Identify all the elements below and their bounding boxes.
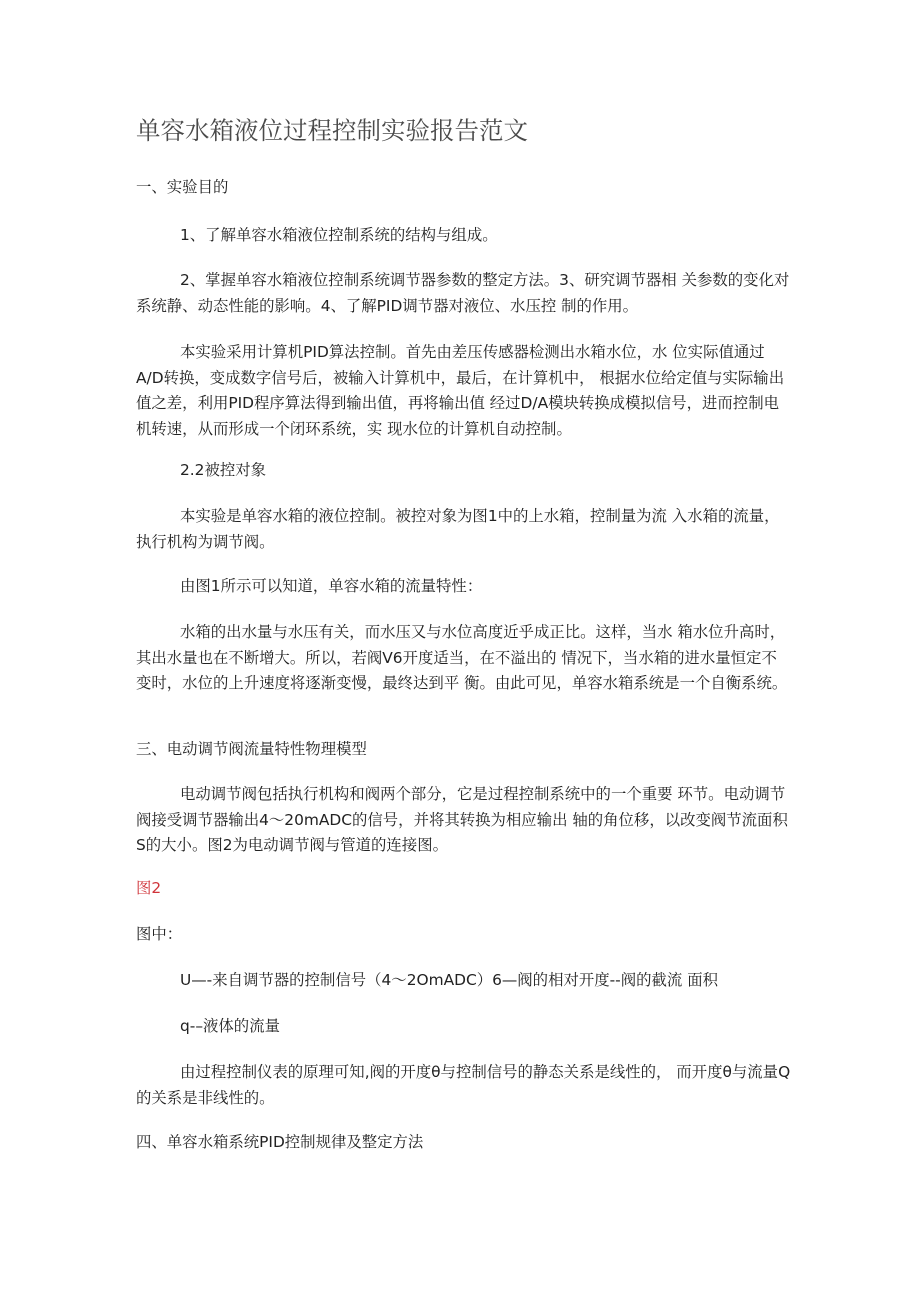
section-heading-objectives: 一、实验目的: [136, 178, 229, 196]
paragraph-valve-model: 电动调节阀包括执行机构和阀两个部分，它是过程控制系统中的一个重要 环节。电动调节阀接受调节器输出4～20mADC的信号，并将其转换为相应输出 轴的角位移，以改变阀节流面积S的大小。图2为电动调节阀与管道的连接图。: [136, 785, 788, 855]
legend-control-signal: U—-来自调节器的控制信号（4～2OmADC）6—阀的相对开度--阀的截流 面积: [180, 971, 718, 989]
section-heading-pid: 四、单容水箱系统PID控制规律及整定方法: [136, 1133, 424, 1151]
paragraph-flow-intro: 由图1所示可以知道，单容水箱的流量特性：: [180, 577, 483, 595]
figure-legend-heading: 图中：: [136, 925, 183, 943]
paragraph-objectives-2-4: 2、掌握单容水箱液位控制系统调节器参数的整定方法。3、研究调节器相 关参数的变化对系统静、动态性能的影响。4、了解PID调节器对液位、水压控 制的作用。: [136, 271, 790, 315]
paragraph-controlled-object: 本实验是单容水箱的液位控制。被控对象为图1中的上水箱，控制量为流 入水箱的流量，执行机构为调节阀。: [136, 507, 780, 551]
section-heading-controlled-object: 2.2被控对象: [180, 461, 267, 479]
paragraph-principle: 本实验采用计算机PID算法控制。首先由差压传感器检测出水箱水位，水 位实际值通过A/D转换，变成数字信号后，被输入计算机中，最后，在计算机中， 根据水位给定值与实际输出值之差，利用PID程序算法得到输出值，再将输出值 经过D/A模块转换成模拟信号，进而控制电机转速，从而形成一个闭环系统，实 现水位的计算机自动控制。: [136, 343, 785, 438]
page-title: 单容水箱液位过程控制实验报告范文: [136, 116, 528, 145]
paragraph-valve-relation: 由过程控制仪表的原理可知,阀的开度θ与控制信号的静态关系是线性的， 而开度θ与流量Q的关系是非线性的。: [136, 1063, 791, 1107]
paragraph-objective-1: 1、了解单容水箱液位控制系统的结构与组成。: [180, 226, 498, 244]
section-heading-valve-model: 三、电动调节阀流量特性物理模型: [136, 740, 367, 758]
legend-liquid-flow: q-–液体的流量: [180, 1017, 280, 1035]
paragraph-flow-characteristics: 水箱的出水量与水压有关，而水压又与水位高度近乎成正比。这样，当水 箱水位升高时，其出水量也在不断增大。所以，若阀V6开度适当，在不溢出的 情况下，当水箱的进水量恒定不变时，水位的上升速度将逐渐变慢，最终达到平 衡。由此可见，单容水箱系统是一个自衡系统。: [136, 623, 788, 693]
figure-2-label: 图2: [136, 879, 162, 897]
